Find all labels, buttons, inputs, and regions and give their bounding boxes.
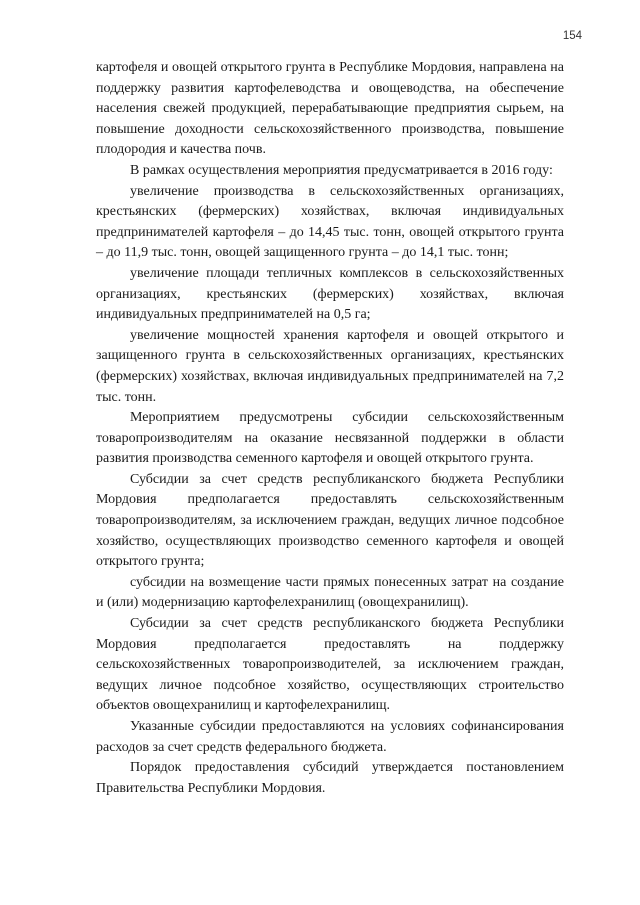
paragraph-storage-construction-subsidies: Субсидии за счет средств республиканского бюджета Республики Мордовия предполагается предоставлять на поддержку сельскохозяйственных товаропроизводителей, за исключением граждан, ведущих личное подсобное хозяйство, осуществляющих строительство объектов овощехранилищ и картофелехранилищ. <box>96 616 564 714</box>
paragraph-continuation: картофеля и овощей открытого грунта в Республике Мордовия, направлена на поддержку развития картофелеводства и овощеводства, на обеспечение населения свежей продукцией, перерабатывающие предприятия сырьем, на повышение доходности сельскохозяйственного производства, повышение плодородия и качества почв. <box>96 60 564 158</box>
list-item-storage-capacity: увеличение мощностей хранения картофеля и овощей открытого и защищенного грунта в сельскохозяйственных организациях, крестьянских (фермерских) хозяйствах, включая индивидуальных предпринимателей на 7,2 тыс. тонн. <box>96 327 564 405</box>
paragraph-republican-budget-subsidies: Субсидии за счет средств республиканского бюджета Республики Мордовия предполагается предоставлять сельскохозяйственным товаропроизводителям, за исключением граждан, ведущих личное подсобное хозяйство, осуществляющих производство семенного картофеля и овощей открытого грунта; <box>96 471 564 570</box>
paragraph-plans-2016: В рамках осуществления мероприятия предусматривается в 2016 году: <box>130 162 553 178</box>
document-body <box>96 58 564 799</box>
paragraph-procedure: Порядок предоставления субсидий утверждается постановлением Правительства Республики Мордовия. <box>96 760 564 796</box>
paragraph-subsidies-seed-potato: Мероприятием предусмотрены субсидии сельскохозяйственным товаропроизводителям на оказание несвязанной поддержки в области развития производства семенного картофеля и овощей открытого грунта. <box>96 410 564 467</box>
page-number: 154 <box>562 30 582 42</box>
list-item-production-increase: увеличение производства в сельскохозяйственных организациях, крестьянских (фермерских) хозяйствах, включая индивидуальных предпринимателей картофеля – до 14,45 тыс. тонн, овощей открытого грунта – до 11,9 тыс. тонн, овощей защищенного грунта – до 14,1 тыс. тонн; <box>96 183 564 261</box>
paragraph-cofinancing: Указанные субсидии предоставляются на условиях софинансирования расходов за счет средств федерального бюджета. <box>96 719 564 755</box>
list-item-storage-modernization: субсидии на возмещение части прямых понесенных затрат на создание и (или) модернизацию картофелехранилищ (овощехранилищ). <box>96 574 564 611</box>
list-item-greenhouse-area: увеличение площади тепличных комплексов в сельскохозяйственных организациях, крестьянских (фермерских) хозяйствах, включая индивидуальных предпринимателей на 0,5 га; <box>96 265 564 323</box>
